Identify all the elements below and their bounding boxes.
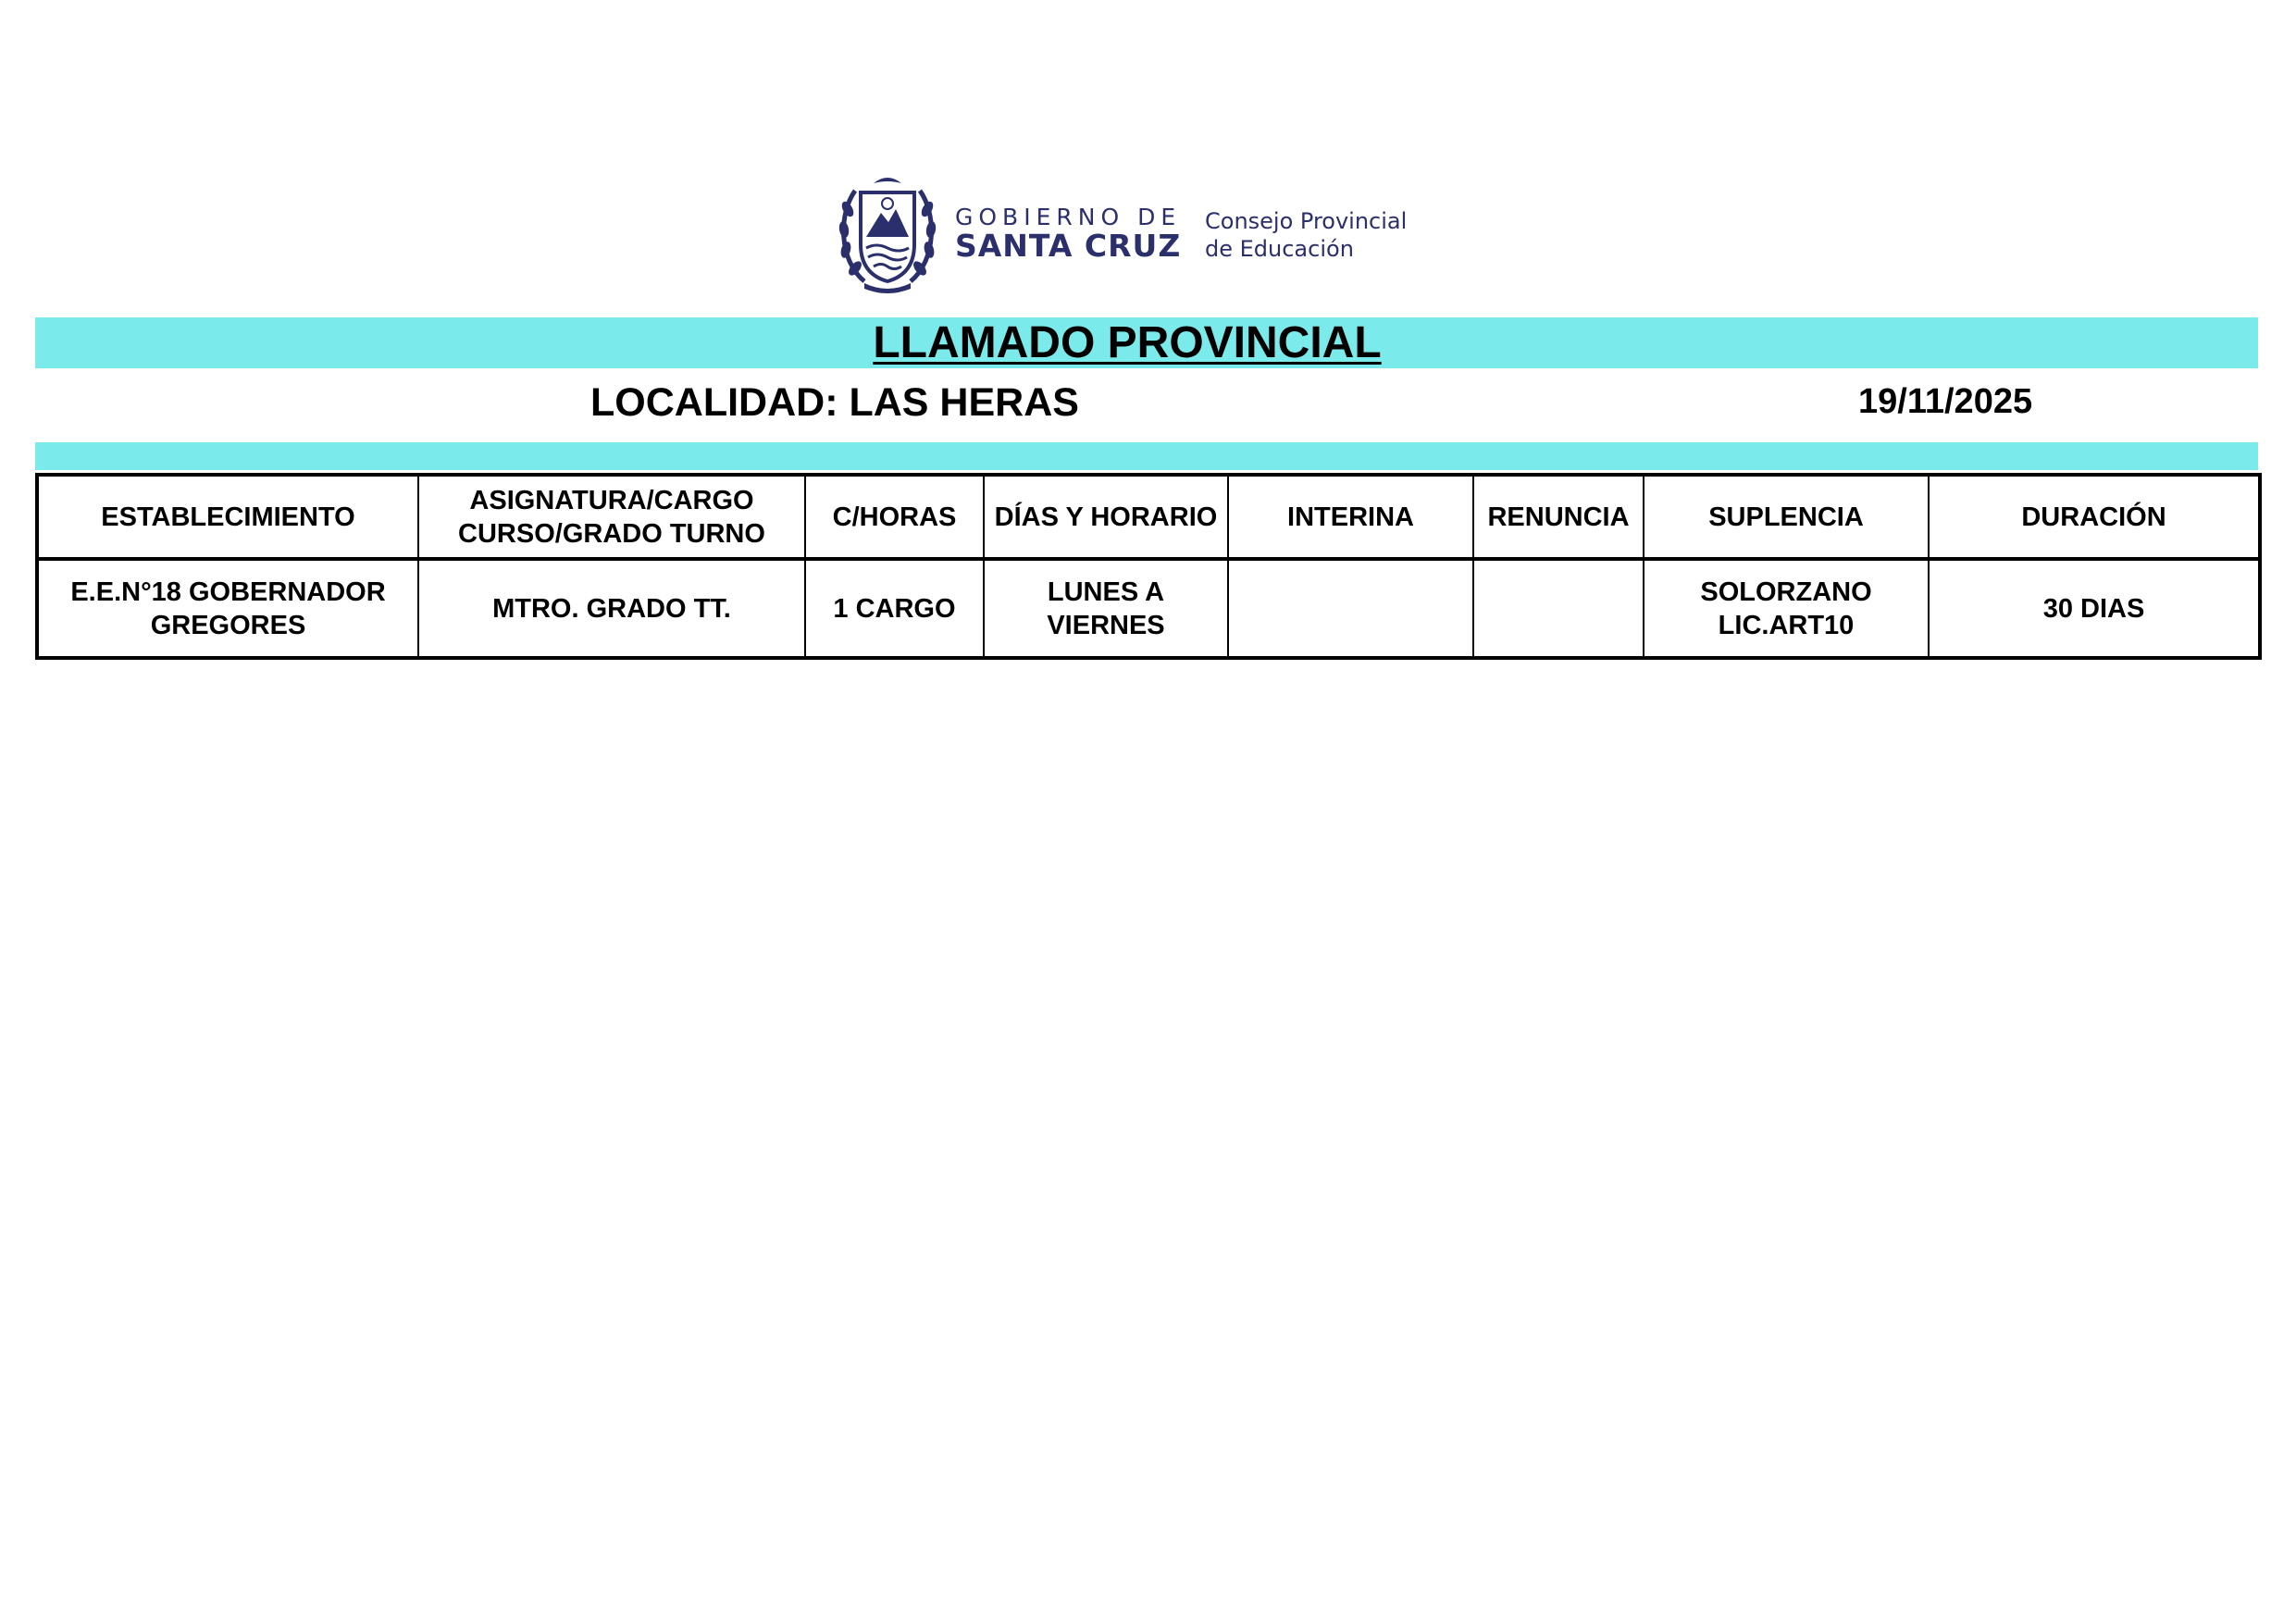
cell-suplencia	[1644, 559, 1929, 658]
cell-text: 1 CARGO	[833, 593, 956, 624]
consejo-line2: de Educación	[1205, 236, 1354, 262]
cell-text: VIERNES	[1047, 610, 1165, 640]
column-header-asignatura	[418, 475, 805, 559]
table-row	[37, 559, 2260, 658]
date-label: 19/11/2025	[1858, 382, 2033, 421]
cell-dias	[984, 559, 1228, 658]
llamado-table	[35, 473, 2262, 660]
column-header-suplencia	[1644, 475, 1929, 559]
column-header-dias	[984, 475, 1228, 559]
cell-text: LIC.ART10	[1718, 610, 1855, 640]
gobierno-label: GOBIERNO DE	[955, 204, 1182, 230]
column-header-interina	[1228, 475, 1473, 559]
header-logo	[833, 168, 1481, 298]
cell-interina	[1228, 559, 1473, 658]
table-header-row	[37, 475, 2260, 559]
cell-horas	[805, 559, 984, 658]
cell-duracion	[1929, 559, 2260, 658]
cell-text: 30 DIAS	[2042, 593, 2145, 624]
column-header-renuncia	[1473, 475, 1644, 559]
santa-cruz-coat-of-arms-icon	[837, 172, 938, 294]
page-title: LLAMADO PROVINCIAL	[873, 318, 1382, 367]
header-text: CURSO/GRADO TURNO	[458, 518, 765, 549]
cell-text: SOLORZANO	[1700, 576, 1872, 607]
column-header-establecimiento	[37, 475, 418, 559]
header-text: DURACIÓN	[2021, 502, 2166, 532]
header-text: DÍAS Y HORARIO	[994, 502, 1218, 532]
localidad-label: LOCALIDAD: LAS HERAS	[590, 380, 1079, 425]
cell-text: E.E.N°18 GOBERNADOR	[70, 576, 386, 607]
header-text: INTERINA	[1287, 502, 1414, 532]
header-text: RENUNCIA	[1487, 502, 1630, 532]
cell-establecimiento	[37, 559, 418, 658]
santa-cruz-label: SANTA CRUZ	[955, 228, 1182, 264]
header-text: SUPLENCIA	[1708, 502, 1864, 532]
separator-band	[35, 442, 2258, 470]
column-header-horas	[805, 475, 984, 559]
consejo-label	[1205, 207, 1407, 263]
cell-text: GREGORES	[150, 610, 306, 640]
cell-text: LUNES A	[1047, 576, 1165, 607]
consejo-line1: Consejo Provincial	[1205, 208, 1408, 234]
header-text: ASIGNATURA/CARGO	[469, 485, 754, 515]
cell-text: MTRO. GRADO TT.	[492, 593, 731, 624]
header-text: C/HORAS	[832, 502, 957, 532]
column-header-duracion	[1929, 475, 2260, 559]
cell-renuncia	[1473, 559, 1644, 658]
title-band	[35, 317, 2258, 368]
header-text: ESTABLECIMIENTO	[101, 502, 355, 532]
cell-asignatura	[418, 559, 805, 658]
